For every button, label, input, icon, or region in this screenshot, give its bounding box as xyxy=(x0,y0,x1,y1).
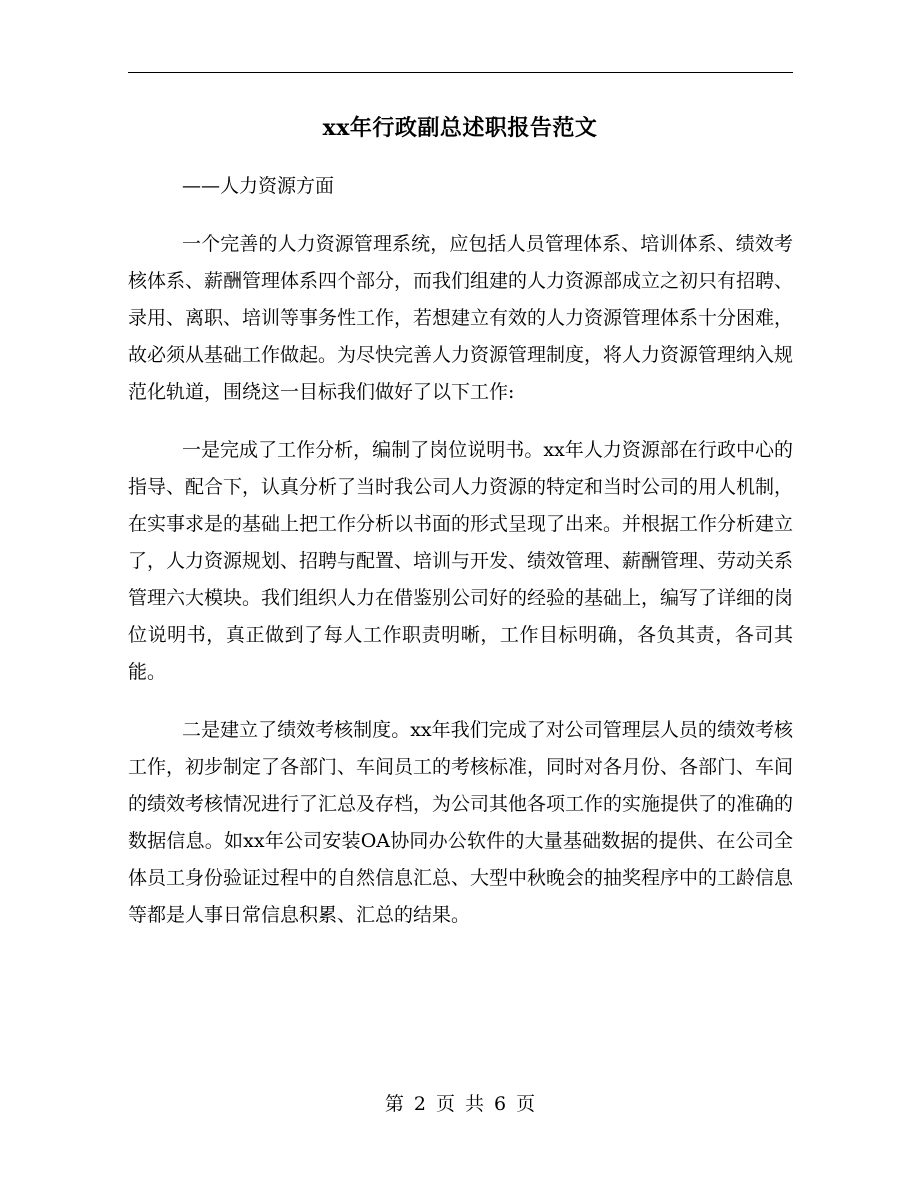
document-body xyxy=(128,168,793,955)
paragraph: 一是完成了工作分析，编制了岗位说明书。xx年人力资源部在行政中心的指导、配合下，认真分析了当时我公司人力资源的特定和当时公司的用人机制，在实事求是的基础上把工作分析以书面的形式呈现了出来。并根据工作分析建立了，人力资源规划、招聘与配置、培训与开发、绩效管理、薪酬管理、劳动关系管理六大模块。我们组织人力在借鉴别公司好的经验的基础上，编写了详细的岗位说明书，真正做到了每人工作职责明晰，工作目标明确，各负其责，各司其能。 xyxy=(128,439,794,683)
section-subheading: ——人力资源方面 xyxy=(182,175,335,197)
paragraph: 一个完善的人力资源管理系统，应包括人员管理体系、培训体系、绩效考核体系、薪酬管理体系四个部分，而我们组建的人力资源部成立之初只有招聘、录用、离职、培训等事务性工作，若想建立有效的人力资源管理体系十分困难，故必须从基础工作做起。为尽快完善人力资源管理制度，将人力资源管理纳入规范化轨道，围绕这一目标我们做好了以下工作: xyxy=(128,233,794,403)
page-number-footer: 第 2 页 共 6 页 xyxy=(384,1093,536,1115)
document-title: xx年行政副总述职报告范文 xyxy=(322,115,598,141)
header-divider xyxy=(128,72,793,73)
paragraph: 二是建立了绩效考核制度。xx年我们完成了对公司管理层人员的绩效考核工作，初步制定了各部门、车间员工的考核标准，同时对各月份、各部门、车间的绩效考核情况进行了汇总及存档，为公司其他各项工作的实施提供了的准确的数据信息。如xx年公司安装OA协同办公软件的大量基础数据的提供、在公司全体员工身份验证过程中的自然信息汇总、大型中秋晚会的抽奖程序中的工龄信息等都是人事日常信息积累、汇总的结果。 xyxy=(128,719,794,926)
